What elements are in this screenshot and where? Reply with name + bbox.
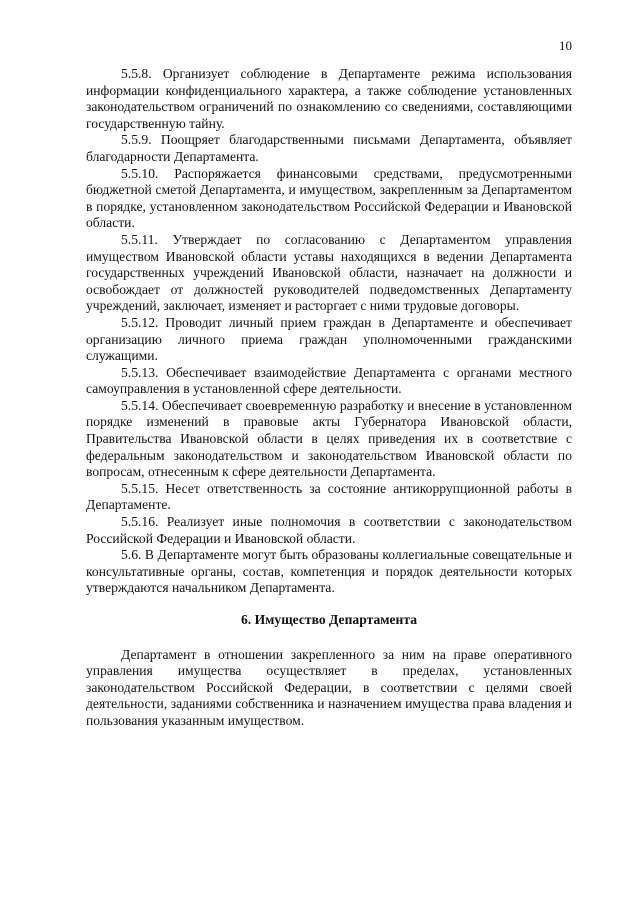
paragraph-5-5-16: 5.5.16. Реализует иные полномочия в соответствии с законодательством Российской Федерации и Ивановской области. xyxy=(86,514,572,546)
paragraph-5-5-15: 5.5.15. Несет ответственность за состояние антикоррупционной работы в Департаменте. xyxy=(86,480,572,513)
document-body xyxy=(86,66,572,730)
paragraph-5-5-8: 5.5.8. Организует соблюдение в Департаменте режима использования информации конфиденциального характера, а также соблюдение установленных законодательством ограничений по ознакомлению со сведениями, составляющими государственную тайну. xyxy=(86,66,572,131)
page-number: 10 xyxy=(559,38,572,53)
paragraph-5-5-9: 5.5.9. Поощряет благодарственными письмами Департамента, объявляет благодарности Департамента. xyxy=(86,132,572,164)
paragraph-5-5-11: 5.5.11. Утверждает по согласованию с Департаментом управления имуществом Ивановской области уставы находящихся в ведении Департамента государственных учреждений Ивановской области, назначает на должности и освобождает от должностей руководителей подведомственных Департаменту учреждений, заключает, изменяет и расторгает с ними трудовые договоры. xyxy=(86,231,572,314)
paragraph-5-5-10: 5.5.10. Распоряжается финансовыми средствами, предусмотренными бюджетной сметой Департамента, и имуществом, закрепленным за Департаментом в порядке, установленном законодательством Российской Федерации и Ивановской области. xyxy=(86,165,572,231)
paragraph-property: Департамент в отношении закрепленного за ним на праве оперативного управления имущества осуществляет в пределах, установленных законодательством Российской Федерации, в соответствии с целями своей деятельности, заданиями собственника и назначением имущества права владения и пользования указанным имуществом. xyxy=(86,646,572,728)
paragraph-5-5-12: 5.5.12. Проводит личный прием граждан в Департаменте и обеспечивает организацию личного приема граждан уполномоченными гражданскими служащими. xyxy=(86,314,572,364)
paragraph-5-5-14: 5.5.14. Обеспечивает своевременную разработку и внесение в установленном порядке изменений в правовые акты Губернатора Ивановской области, Правительства Ивановской области в целях приведения их в соответствие с федеральным законодательством и законодательством Ивановской области по вопросам, отнесенным к сфере деятельности Департамента. xyxy=(86,397,572,480)
section-heading: 6. Имущество Департамента xyxy=(240,612,418,627)
paragraph-5-6: 5.6. В Департаменте могут быть образованы коллегиальные совещательные и консультативные органы, состав, компетенция и порядок деятельности которых утверждаются начальником Департамента. xyxy=(86,547,572,596)
paragraph-5-5-13: 5.5.13. Обеспечивает взаимодействие Департамента с органами местного самоуправления в установленной сфере деятельности. xyxy=(86,364,572,397)
